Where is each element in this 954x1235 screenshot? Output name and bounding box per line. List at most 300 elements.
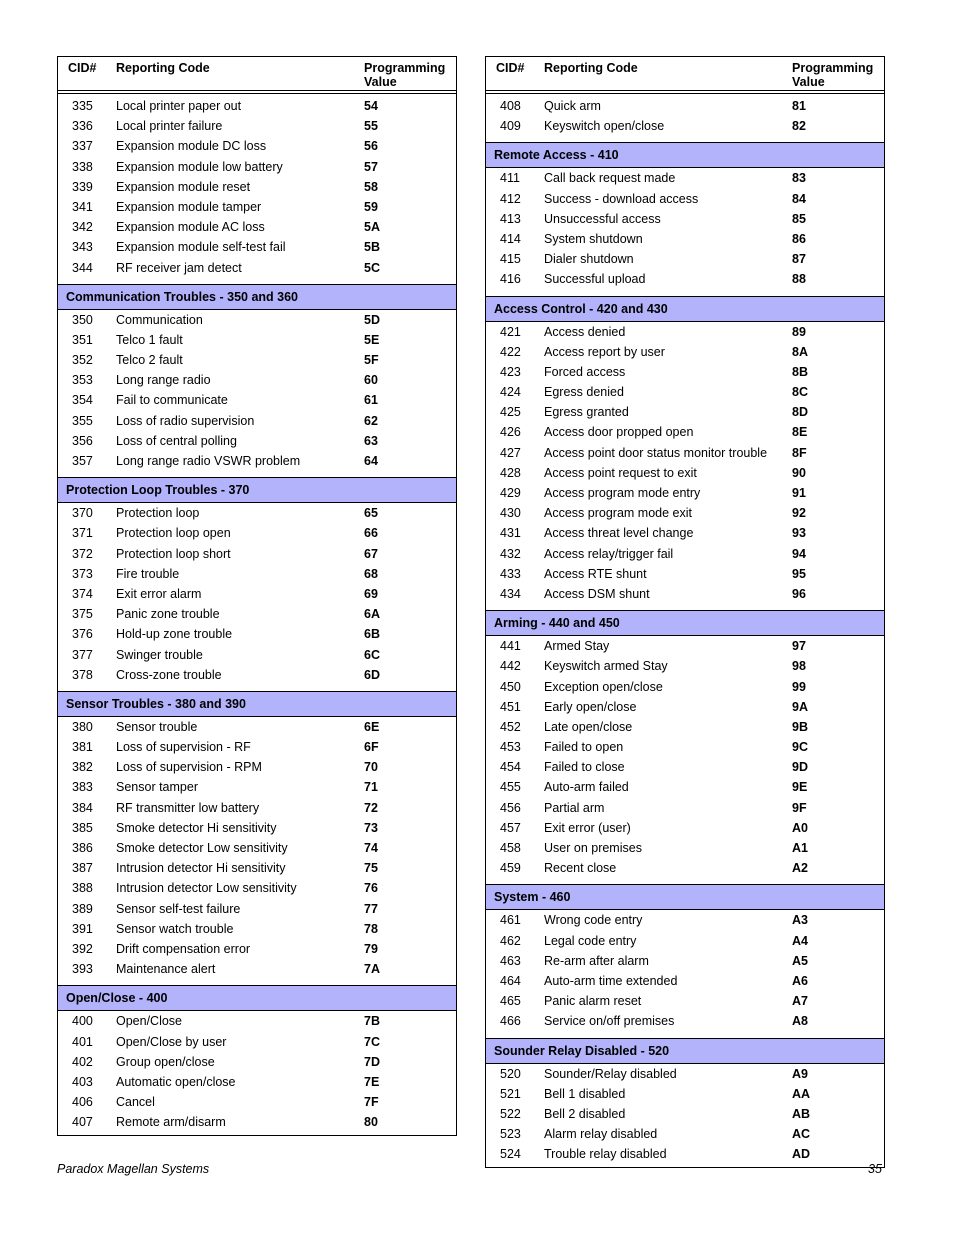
cid-cell: 354 xyxy=(72,393,93,408)
cid-cell: 409 xyxy=(500,119,521,134)
table-row xyxy=(58,1072,456,1092)
programming-value-cell: 80 xyxy=(364,1115,378,1130)
cid-cell: 412 xyxy=(500,191,521,206)
table-row xyxy=(58,237,456,257)
programming-value-cell: 65 xyxy=(364,506,378,521)
programming-value-cell: 86 xyxy=(792,231,806,246)
table-body xyxy=(58,94,456,1135)
programming-value-cell: A4 xyxy=(792,933,808,948)
table-row xyxy=(486,931,884,951)
table-row xyxy=(486,1064,884,1084)
reporting-code-cell: Access relay/trigger fail xyxy=(544,546,674,561)
reporting-code-cell: Access threat level change xyxy=(544,526,694,541)
reporting-code-cell: Access denied xyxy=(544,324,626,339)
table-row xyxy=(58,717,456,737)
programming-value-cell: 8C xyxy=(792,385,808,400)
cid-table-left xyxy=(57,56,457,1136)
cid-cell: 401 xyxy=(72,1034,93,1049)
section-header xyxy=(486,884,884,910)
programming-value-cell: 93 xyxy=(792,526,806,541)
reporting-code-cell: Sensor watch trouble xyxy=(116,921,234,936)
cid-cell: 402 xyxy=(72,1054,93,1069)
table-row xyxy=(58,1032,456,1052)
section-header xyxy=(486,142,884,168)
header-programming-value: Programming Value xyxy=(792,61,874,89)
cid-cell: 451 xyxy=(500,699,521,714)
table-row xyxy=(486,1124,884,1144)
reporting-code-cell: Access RTE shunt xyxy=(544,566,647,581)
programming-value-cell: 8B xyxy=(792,364,808,379)
reporting-code-cell: Swinger trouble xyxy=(116,647,203,662)
section-header xyxy=(58,985,456,1011)
section-header xyxy=(486,1038,884,1064)
cid-cell: 350 xyxy=(72,312,93,327)
reporting-code-cell: Access door propped open xyxy=(544,425,694,440)
table-row xyxy=(58,818,456,838)
table-row xyxy=(58,584,456,604)
table-row xyxy=(58,136,456,156)
table-row xyxy=(58,919,456,939)
reporting-code-cell: Sounder/Relay disabled xyxy=(544,1066,677,1081)
cid-cell: 355 xyxy=(72,413,93,428)
table-row xyxy=(58,939,456,959)
reporting-code-cell: Intrusion detector Hi sensitivity xyxy=(116,861,286,876)
programming-value-cell: A0 xyxy=(792,820,808,835)
reporting-code-cell: Forced access xyxy=(544,364,626,379)
reporting-code-cell: Fail to communicate xyxy=(116,393,228,408)
cid-cell: 441 xyxy=(500,639,521,654)
programming-value-cell: 82 xyxy=(792,119,806,134)
reporting-code-cell: Service on/off premises xyxy=(544,1014,675,1029)
cid-cell: 426 xyxy=(500,425,521,440)
cid-cell: 442 xyxy=(500,659,521,674)
cid-cell: 414 xyxy=(500,231,521,246)
programming-value-cell: 8A xyxy=(792,344,808,359)
table-row xyxy=(58,177,456,197)
cid-cell: 387 xyxy=(72,861,93,876)
reporting-code-cell: Automatic open/close xyxy=(116,1074,236,1089)
table-row xyxy=(486,422,884,442)
programming-value-cell: A9 xyxy=(792,1066,808,1081)
reporting-code-cell: Loss of supervision - RPM xyxy=(116,760,262,775)
table-row xyxy=(58,390,456,410)
table-row xyxy=(486,229,884,249)
cid-cell: 411 xyxy=(500,171,520,186)
table-row xyxy=(486,818,884,838)
reporting-code-cell: Cancel xyxy=(116,1095,155,1110)
programming-value-cell: 7C xyxy=(364,1034,380,1049)
reporting-code-cell: Trouble relay disabled xyxy=(544,1147,667,1162)
reporting-code-cell: Protection loop xyxy=(116,506,200,521)
cid-cell: 521 xyxy=(500,1086,521,1101)
reporting-code-cell: Panic alarm reset xyxy=(544,994,642,1009)
programming-value-cell: 72 xyxy=(364,800,378,815)
table-row xyxy=(486,483,884,503)
table-row xyxy=(486,503,884,523)
table-row xyxy=(58,737,456,757)
section-title: Sounder Relay Disabled - 520 xyxy=(494,1043,670,1058)
programming-value-cell: 76 xyxy=(364,881,378,896)
cid-cell: 465 xyxy=(500,994,521,1009)
programming-value-cell: 92 xyxy=(792,506,806,521)
reporting-code-cell: Panic zone trouble xyxy=(116,607,220,622)
table-row xyxy=(486,798,884,818)
table-row xyxy=(58,665,456,685)
header-cid: CID# xyxy=(68,61,97,75)
reporting-code-cell: Exit error (user) xyxy=(544,820,631,835)
programming-value-cell: 68 xyxy=(364,566,378,581)
programming-value-cell: 54 xyxy=(364,99,378,113)
section-header xyxy=(58,477,456,503)
programming-value-cell: 9E xyxy=(792,780,808,795)
reporting-code-cell: Dialer shutdown xyxy=(544,252,634,267)
header-reporting-code: Reporting Code xyxy=(544,61,638,75)
reporting-code-cell: Expansion module reset xyxy=(116,179,251,194)
table-row xyxy=(486,717,884,737)
programming-value-cell: 91 xyxy=(792,486,806,500)
table-row xyxy=(486,656,884,676)
reporting-code-cell: Auto-arm failed xyxy=(544,780,629,795)
programming-value-cell: 74 xyxy=(364,841,378,855)
cid-cell: 383 xyxy=(72,780,93,795)
table-row xyxy=(58,96,456,116)
cid-cell: 432 xyxy=(500,546,521,561)
cid-cell: 353 xyxy=(72,373,93,388)
reporting-code-cell: Legal code entry xyxy=(544,933,637,948)
reporting-code-cell: Remote arm/disarm xyxy=(116,1115,226,1130)
cid-cell: 464 xyxy=(500,973,521,988)
reporting-code-cell: Protection loop open xyxy=(116,526,231,541)
cid-cell: 382 xyxy=(72,760,93,775)
programming-value-cell: 89 xyxy=(792,324,806,339)
programming-value-cell: 63 xyxy=(364,433,378,448)
cid-cell: 378 xyxy=(72,667,93,682)
reporting-code-cell: Bell 2 disabled xyxy=(544,1106,626,1121)
footer-title: Paradox Magellan Systems xyxy=(57,1162,210,1176)
table-row xyxy=(58,1052,456,1072)
table-row xyxy=(486,382,884,402)
cid-cell: 386 xyxy=(72,841,93,855)
table-row xyxy=(58,878,456,898)
cid-cell: 381 xyxy=(72,740,93,755)
table-row xyxy=(486,858,884,878)
reporting-code-cell: Loss of supervision - RF xyxy=(116,740,251,755)
reporting-code-cell: Long range radio xyxy=(116,373,211,388)
programming-value-cell: AA xyxy=(792,1086,811,1101)
cid-cell: 384 xyxy=(72,800,93,815)
cid-cell: 416 xyxy=(500,272,521,287)
programming-value-cell: 8D xyxy=(792,405,808,420)
cid-cell: 344 xyxy=(72,260,93,275)
reporting-code-cell: Late open/close xyxy=(544,719,633,734)
reporting-code-cell: Armed Stay xyxy=(544,639,610,654)
table-row xyxy=(58,899,456,919)
programming-value-cell: 87 xyxy=(792,252,806,267)
reporting-code-cell: Fire trouble xyxy=(116,566,180,581)
reporting-code-cell: Cross-zone trouble xyxy=(116,667,222,682)
section-header xyxy=(58,284,456,310)
cid-cell: 380 xyxy=(72,719,93,734)
cid-cell: 343 xyxy=(72,240,93,255)
cid-cell: 466 xyxy=(500,1014,521,1029)
cid-cell: 423 xyxy=(500,364,521,379)
cid-cell: 389 xyxy=(72,901,93,916)
programming-value-cell: 71 xyxy=(364,780,378,795)
programming-value-cell: 9F xyxy=(792,800,807,815)
programming-value-cell: 84 xyxy=(792,191,806,206)
cid-cell: 391 xyxy=(72,921,93,936)
reporting-code-cell: Keyswitch armed Stay xyxy=(544,659,668,674)
cid-cell: 457 xyxy=(500,820,521,835)
cid-cell: 415 xyxy=(500,252,521,267)
table-row xyxy=(486,189,884,209)
programming-value-cell: 56 xyxy=(364,139,378,154)
programming-value-cell: 59 xyxy=(364,199,378,214)
programming-value-cell: 58 xyxy=(364,179,378,194)
cid-cell: 413 xyxy=(500,211,521,226)
cid-cell: 403 xyxy=(72,1074,93,1089)
programming-value-cell: 5C xyxy=(364,260,380,275)
cid-cell: 431 xyxy=(500,526,521,541)
reporting-code-cell: Exception open/close xyxy=(544,679,663,694)
cid-cell: 373 xyxy=(72,566,93,581)
programming-value-cell: 7D xyxy=(364,1054,380,1069)
reporting-code-cell: Smoke detector Hi sensitivity xyxy=(116,820,277,835)
table-row xyxy=(486,757,884,777)
reporting-code-cell: Expansion module self-test fail xyxy=(116,240,286,255)
reporting-code-cell: User on premises xyxy=(544,841,642,855)
cid-cell: 393 xyxy=(72,962,93,977)
reporting-code-cell: Unsuccessful access xyxy=(544,211,661,226)
reporting-code-cell: Failed to close xyxy=(544,760,625,775)
section-header xyxy=(486,296,884,322)
programming-value-cell: 75 xyxy=(364,861,378,876)
table-row xyxy=(486,777,884,797)
table-row xyxy=(486,1144,884,1164)
cid-cell: 377 xyxy=(72,647,93,662)
programming-value-cell: 6C xyxy=(364,647,380,662)
reporting-code-cell: Smoke detector Low sensitivity xyxy=(116,841,288,855)
cid-cell: 400 xyxy=(72,1014,93,1029)
programming-value-cell: 60 xyxy=(364,373,378,388)
table-row xyxy=(58,350,456,370)
reporting-code-cell: System shutdown xyxy=(544,231,643,246)
reporting-code-cell: Expansion module AC loss xyxy=(116,220,265,235)
cid-cell: 462 xyxy=(500,933,521,948)
table-row xyxy=(58,370,456,390)
reporting-code-cell: Protection loop short xyxy=(116,546,231,561)
programming-value-cell: A1 xyxy=(792,841,808,855)
section-header xyxy=(58,691,456,717)
programming-value-cell: 81 xyxy=(792,99,806,113)
programming-value-cell: 57 xyxy=(364,159,378,174)
programming-value-cell: 5A xyxy=(364,220,380,235)
programming-value-cell: 5B xyxy=(364,240,380,255)
reporting-code-cell: RF transmitter low battery xyxy=(116,800,260,815)
programming-value-cell: 55 xyxy=(364,119,378,134)
cid-cell: 456 xyxy=(500,800,521,815)
cid-cell: 375 xyxy=(72,607,93,622)
programming-value-cell: 64 xyxy=(364,454,378,468)
programming-value-cell: 9A xyxy=(792,699,808,714)
programming-value-cell: 67 xyxy=(364,546,378,561)
cid-cell: 459 xyxy=(500,861,521,876)
programming-value-cell: 98 xyxy=(792,659,806,674)
cid-cell: 385 xyxy=(72,820,93,835)
programming-value-cell: 62 xyxy=(364,413,378,428)
programming-value-cell: 5F xyxy=(364,353,379,368)
programming-value-cell: AB xyxy=(792,1106,811,1121)
programming-value-cell: 7B xyxy=(364,1014,380,1029)
table-row xyxy=(486,991,884,1011)
table-body xyxy=(486,94,884,1167)
cid-cell: 520 xyxy=(500,1066,521,1081)
table-row xyxy=(58,858,456,878)
cid-cell: 376 xyxy=(72,627,93,642)
cid-cell: 458 xyxy=(500,841,521,855)
cid-cell: 425 xyxy=(500,405,521,420)
reporting-code-cell: Open/Close xyxy=(116,1014,183,1029)
programming-value-cell: A5 xyxy=(792,953,808,968)
programming-value-cell: 6E xyxy=(364,719,380,734)
reporting-code-cell: Group open/close xyxy=(116,1054,215,1069)
programming-value-cell: 83 xyxy=(792,171,806,186)
reporting-code-cell: Partial arm xyxy=(544,800,605,815)
cid-cell: 408 xyxy=(500,99,521,113)
programming-value-cell: A3 xyxy=(792,913,808,928)
programming-value-cell: 99 xyxy=(792,679,806,694)
table-row xyxy=(486,523,884,543)
cid-cell: 356 xyxy=(72,433,93,448)
table-row xyxy=(486,1084,884,1104)
reporting-code-cell: Failed to open xyxy=(544,740,624,755)
section-title: Communication Troubles - 350 and 360 xyxy=(66,289,299,304)
cid-cell: 371 xyxy=(72,526,93,541)
cid-cell: 406 xyxy=(72,1095,93,1110)
cid-cell: 339 xyxy=(72,179,93,194)
cid-cell: 352 xyxy=(72,353,93,368)
cid-cell: 357 xyxy=(72,454,93,468)
reporting-code-cell: Open/Close by user xyxy=(116,1034,227,1049)
programming-value-cell: AC xyxy=(792,1127,811,1142)
cid-cell: 336 xyxy=(72,119,93,134)
cid-cell: 434 xyxy=(500,586,521,601)
reporting-code-cell: Hold-up zone trouble xyxy=(116,627,233,642)
programming-value-cell: 78 xyxy=(364,921,378,936)
programming-value-cell: 66 xyxy=(364,526,378,541)
reporting-code-cell: Telco 1 fault xyxy=(116,332,183,347)
table-row xyxy=(58,411,456,431)
reporting-code-cell: Quick arm xyxy=(544,99,601,113)
table-row xyxy=(486,971,884,991)
table-row xyxy=(486,342,884,362)
section-title: Sensor Troubles - 380 and 390 xyxy=(66,696,246,711)
table-row xyxy=(486,910,884,930)
table-row xyxy=(486,636,884,656)
programming-value-cell: 96 xyxy=(792,586,806,601)
table-row xyxy=(486,209,884,229)
cid-cell: 523 xyxy=(500,1127,521,1142)
table-row xyxy=(58,624,456,644)
cid-cell: 450 xyxy=(500,679,521,694)
table-row xyxy=(486,737,884,757)
table-row xyxy=(486,96,884,116)
programming-value-cell: 88 xyxy=(792,272,806,287)
reporting-code-cell: Expansion module DC loss xyxy=(116,139,267,154)
header-cid: CID# xyxy=(496,61,525,75)
programming-value-cell: 77 xyxy=(364,901,378,916)
reporting-code-cell: Intrusion detector Low sensitivity xyxy=(116,881,297,896)
cid-cell: 338 xyxy=(72,159,93,174)
reporting-code-cell: Access program mode exit xyxy=(544,506,692,521)
reporting-code-cell: Local printer failure xyxy=(116,119,223,134)
reporting-code-cell: Communication xyxy=(116,312,203,327)
cid-cell: 372 xyxy=(72,546,93,561)
table-row xyxy=(58,431,456,451)
reporting-code-cell: Local printer paper out xyxy=(116,99,242,113)
programming-value-cell: A6 xyxy=(792,973,808,988)
table-row xyxy=(486,463,884,483)
cid-cell: 374 xyxy=(72,586,93,601)
section-title: Open/Close - 400 xyxy=(66,991,168,1006)
programming-value-cell: 97 xyxy=(792,639,806,654)
reporting-code-cell: Loss of radio supervision xyxy=(116,413,255,428)
programming-value-cell: 7E xyxy=(364,1074,380,1089)
reporting-code-cell: Success - download access xyxy=(544,191,699,206)
reporting-code-cell: Bell 1 disabled xyxy=(544,1086,626,1101)
cid-cell: 424 xyxy=(500,385,521,400)
cid-cell: 351 xyxy=(72,332,93,347)
programming-value-cell: 5E xyxy=(364,332,380,347)
reporting-code-cell: Alarm relay disabled xyxy=(544,1127,658,1142)
table-row xyxy=(58,544,456,564)
reporting-code-cell: Sensor tamper xyxy=(116,780,198,795)
programming-value-cell: A2 xyxy=(792,861,808,876)
reporting-code-cell: Early open/close xyxy=(544,699,637,714)
cid-cell: 524 xyxy=(500,1147,521,1162)
cid-cell: 455 xyxy=(500,780,521,795)
cid-cell: 421 xyxy=(500,324,521,339)
cid-cell: 429 xyxy=(500,486,521,500)
table-row xyxy=(486,677,884,697)
programming-value-cell: 9C xyxy=(792,740,808,755)
table-row xyxy=(486,584,884,604)
table-header xyxy=(58,57,456,94)
cid-cell: 433 xyxy=(500,566,521,581)
table-row xyxy=(486,697,884,717)
table-row xyxy=(486,362,884,382)
reporting-code-cell: Recent close xyxy=(544,861,617,876)
table-row xyxy=(58,503,456,523)
programming-value-cell: 79 xyxy=(364,941,378,956)
table-row xyxy=(486,443,884,463)
reporting-code-cell: Access point door status monitor trouble xyxy=(544,445,768,460)
reporting-code-cell: Access report by user xyxy=(544,344,665,359)
reporting-code-cell: Loss of central polling xyxy=(116,433,237,448)
table-row xyxy=(58,798,456,818)
table-row xyxy=(58,959,456,979)
table-row xyxy=(58,330,456,350)
programming-value-cell: 6A xyxy=(364,607,380,622)
reporting-code-cell: Auto-arm time extended xyxy=(544,973,678,988)
header-programming-value: Programming Value xyxy=(364,61,446,89)
table-row xyxy=(58,838,456,858)
table-row xyxy=(486,402,884,422)
table-row xyxy=(486,116,884,136)
table-row xyxy=(486,544,884,564)
cid-cell: 342 xyxy=(72,220,93,235)
reporting-code-cell: Sensor trouble xyxy=(116,719,198,734)
